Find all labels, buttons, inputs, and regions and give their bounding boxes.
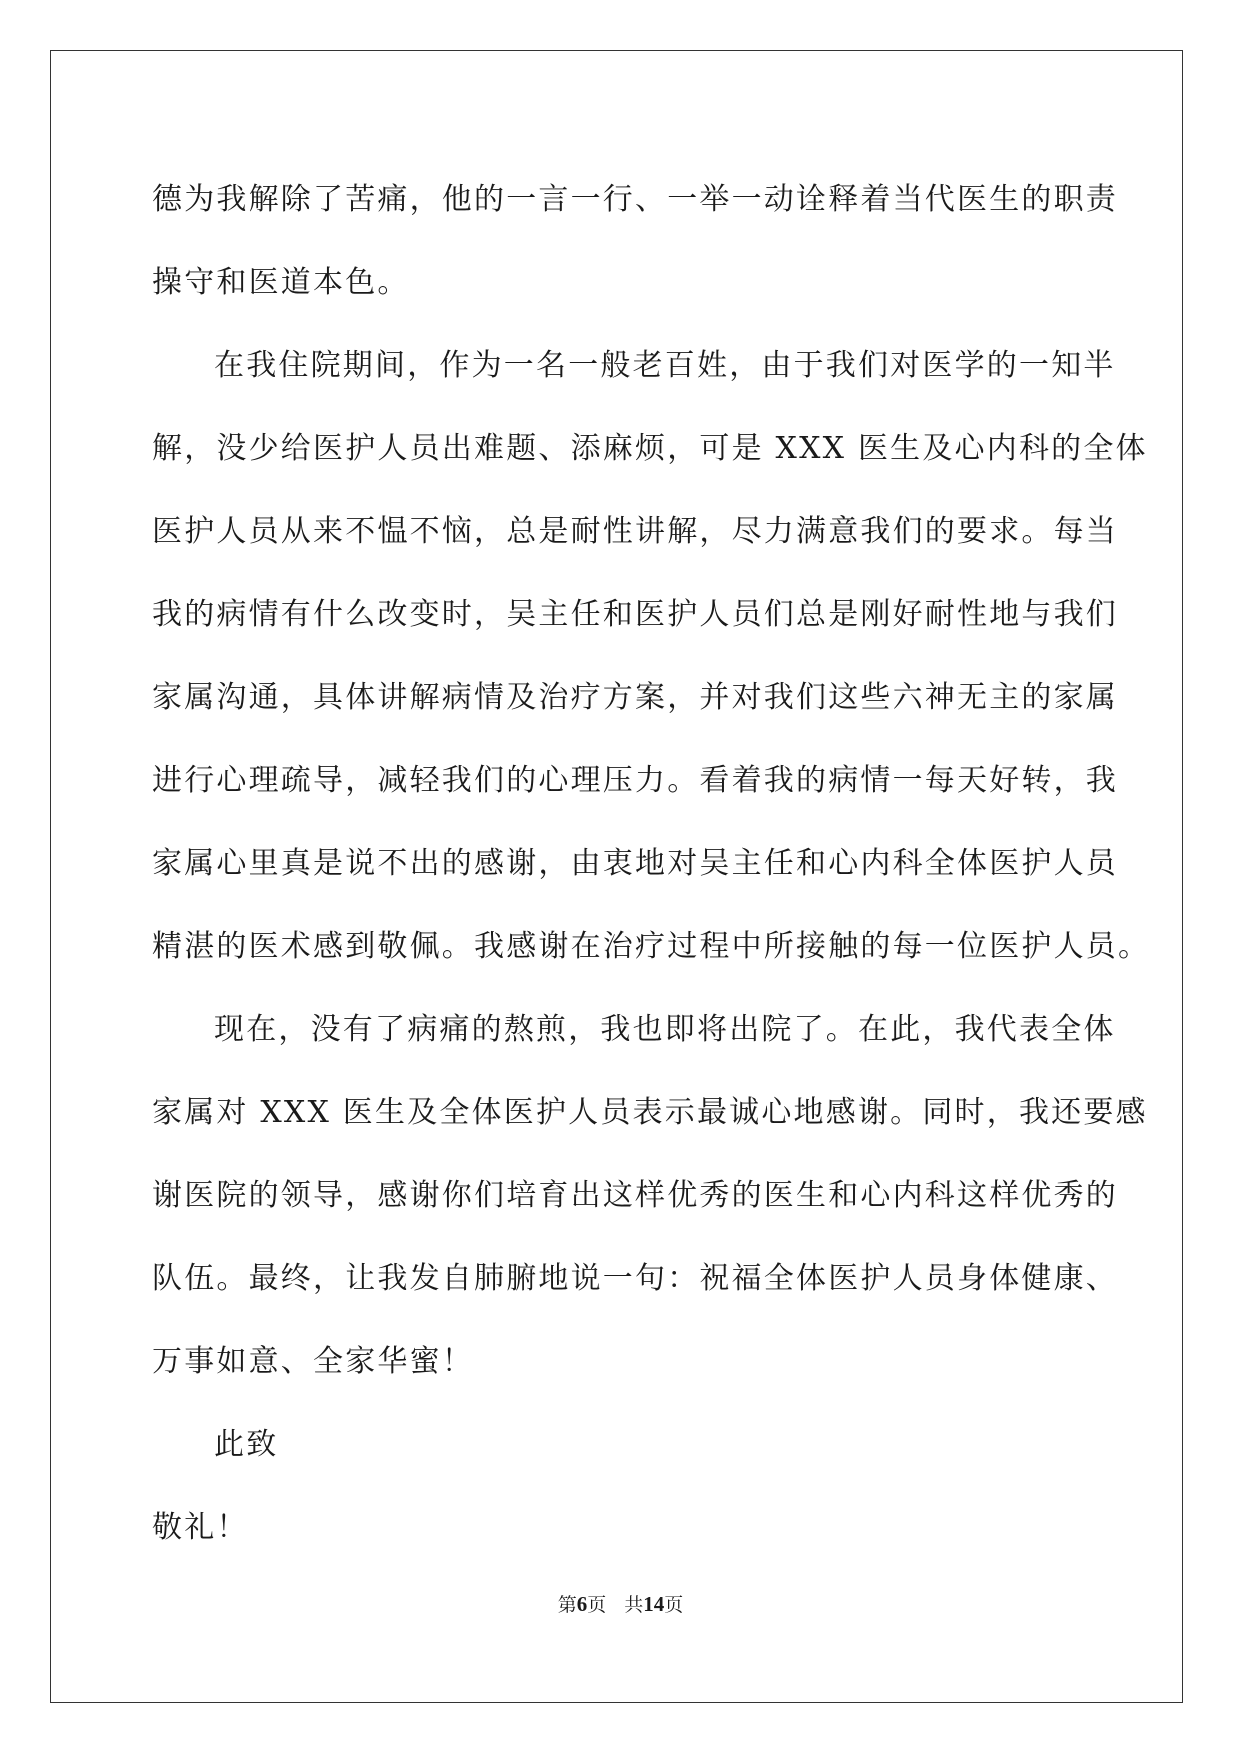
current-page-number: 6 [576,1592,588,1616]
footer-total-suffix: 页 [664,1594,684,1616]
text-line: 精湛的医术感到敬佩。我感谢在治疗过程中所接触的每一位医护人员。 [152,929,1151,964]
text-line: 德为我解除了苦痛，他的一言一行、一举一动诠释着当代医生的职责 [152,182,1118,217]
text-line: 医护人员从来不愠不恼，总是耐性讲解，尽力满意我们的要求。每当 [152,514,1118,549]
text-line: 在我住院期间，作为一名一般老百姓，由于我们对医学的一知半 [214,348,1116,383]
text-line: 操守和医道本色。 [152,265,410,300]
total-page-number: 14 [643,1592,665,1616]
salutation-line: 此致 [214,1427,279,1462]
footer-prefix: 第 [557,1594,577,1616]
text-line: 队伍。最终，让我发自肺腑地说一句：祝福全体医护人员身体健康、 [152,1261,1118,1296]
footer-page-suffix: 页 [587,1594,607,1616]
text-line: 万事如意、全家华蜜！ [152,1344,474,1379]
text-line: 家属对 XXX 医生及全体医护人员表示最诚心地感谢。同时，我还要感 [152,1095,1148,1130]
text-line: 进行心理疏导，减轻我们的心理压力。看着我的病情一每天好转，我 [152,763,1118,798]
letter-body [152,158,1151,1569]
page-footer [0,1590,1241,1617]
text-line: 家属沟通，具体讲解病情及治疗方案，并对我们这些六神无主的家属 [152,680,1118,715]
text-line: 家属心里真是说不出的感谢，由衷地对吴主任和心内科全体医护人员 [152,846,1118,881]
text-line: 现在，没有了病痛的熬煎，我也即将出院了。在此，我代表全体 [214,1012,1116,1047]
text-line: 解，没少给医护人员出难题、添麻烦，可是 XXX 医生及心内科的全体 [152,431,1148,466]
text-line: 我的病情有什么改变时，吴主任和医护人员们总是刚好耐性地与我们 [152,597,1118,632]
footer-total-prefix: 共 [624,1594,644,1616]
closing-line: 敬礼！ [152,1510,249,1545]
text-line: 谢医院的领导，感谢你们培育出这样优秀的医生和心内科这样优秀的 [152,1178,1118,1213]
